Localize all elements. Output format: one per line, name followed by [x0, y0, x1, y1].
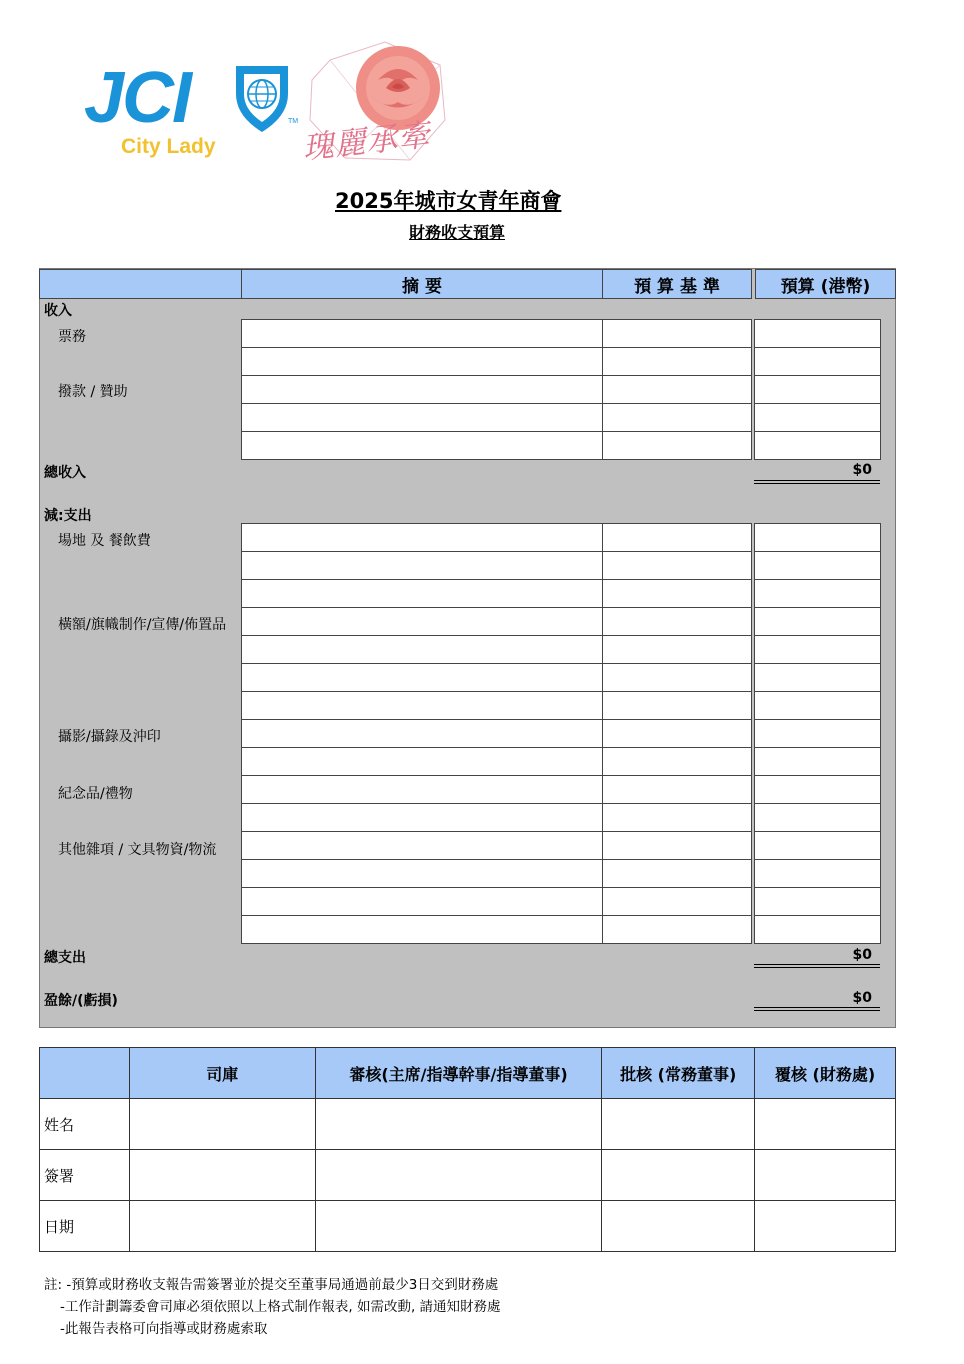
income-label: 收入	[44, 303, 72, 319]
page-subtitle: 財務收支預算	[409, 223, 506, 242]
basis-input-cell[interactable]	[602, 635, 752, 664]
basis-input-cell[interactable]	[602, 319, 752, 348]
expense-item-photo: 攝影/攝錄及沖印	[58, 729, 161, 745]
total-income-value: $0	[852, 462, 872, 478]
note-line: -此報告表格可向指導或財務處索取	[60, 1321, 268, 1337]
signoff-input-cell[interactable]	[755, 1150, 896, 1201]
note-line: -工作計劃籌委會司庫必須依照以上格式制作報表, 如需改動, 請通知財務處	[60, 1299, 501, 1315]
signoff-header-blank	[40, 1048, 130, 1099]
signoff-input-cell[interactable]	[315, 1150, 602, 1201]
summary-input-cell[interactable]	[241, 403, 603, 432]
summary-input-cell[interactable]	[241, 747, 603, 776]
income-item-sponsorship: 撥款 / 贊助	[58, 384, 128, 400]
jci-shield-icon	[232, 60, 292, 134]
income-item-tickets: 票務	[58, 329, 86, 345]
summary-input-cell[interactable]	[241, 915, 603, 944]
jci-logo-text: JCI	[84, 58, 191, 138]
total-expense-value: $0	[852, 947, 872, 963]
total-expense-label: 總支出	[44, 950, 86, 966]
basis-input-cell[interactable]	[602, 551, 752, 580]
amount-input-cell[interactable]	[754, 607, 881, 636]
summary-input-cell[interactable]	[241, 859, 603, 888]
amount-input-cell[interactable]	[754, 859, 881, 888]
signoff-input-cell[interactable]	[755, 1099, 896, 1150]
summary-input-cell[interactable]	[241, 719, 603, 748]
summary-input-cell[interactable]	[241, 775, 603, 804]
amount-input-cell[interactable]	[754, 803, 881, 832]
notes	[44, 1274, 501, 1340]
budget-header-summary: 摘 要	[241, 269, 603, 299]
basis-input-cell[interactable]	[602, 579, 752, 608]
signoff-input-cell[interactable]	[129, 1150, 315, 1201]
amount-input-cell[interactable]	[754, 523, 881, 552]
signoff-row-date	[40, 1201, 896, 1252]
basis-input-cell[interactable]	[602, 859, 752, 888]
summary-input-cell[interactable]	[241, 523, 603, 552]
basis-input-cell[interactable]	[602, 347, 752, 376]
summary-input-cell[interactable]	[241, 319, 603, 348]
budget-header-amount: 預算 (港幣)	[755, 269, 896, 299]
amount-input-cell[interactable]	[754, 375, 881, 404]
summary-input-cell[interactable]	[241, 347, 603, 376]
summary-input-cell[interactable]	[241, 635, 603, 664]
signoff-input-cell[interactable]	[129, 1201, 315, 1252]
basis-input-cell[interactable]	[602, 691, 752, 720]
basis-input-cell[interactable]	[602, 831, 752, 860]
basis-input-cell[interactable]	[602, 887, 752, 916]
expense-item-gifts: 紀念品/禮物	[58, 786, 133, 802]
basis-input-cell[interactable]	[602, 523, 752, 552]
signoff-header-review: 審核(主席/指導幹事/指導董事)	[315, 1048, 602, 1099]
signoff-row-label: 姓名	[40, 1099, 130, 1150]
total-income-underline	[754, 480, 880, 484]
amount-input-cell[interactable]	[754, 319, 881, 348]
signoff-input-cell[interactable]	[315, 1201, 602, 1252]
amount-input-cell[interactable]	[754, 831, 881, 860]
basis-input-cell[interactable]	[602, 607, 752, 636]
total-expense-underline	[754, 964, 880, 968]
budget-header-blank	[39, 269, 242, 299]
basis-input-cell[interactable]	[602, 775, 752, 804]
amount-input-cell[interactable]	[754, 663, 881, 692]
signoff-row-signature	[40, 1150, 896, 1201]
signoff-input-cell[interactable]	[602, 1150, 755, 1201]
amount-input-cell[interactable]	[754, 635, 881, 664]
basis-input-cell[interactable]	[602, 403, 752, 432]
amount-input-cell[interactable]	[754, 775, 881, 804]
signoff-input-cell[interactable]	[602, 1201, 755, 1252]
summary-input-cell[interactable]	[241, 887, 603, 916]
signoff-row-name	[40, 1099, 896, 1150]
expense-item-venue: 場地 及 餐飲費	[58, 533, 151, 549]
summary-input-cell[interactable]	[241, 431, 603, 460]
signoff-table	[39, 1047, 896, 1252]
basis-input-cell[interactable]	[602, 747, 752, 776]
signoff-row-label: 日期	[40, 1201, 130, 1252]
note-line: 註: -預算或財務收支報告需簽署並於提交至董事局通過前最少3日交到財務處	[44, 1277, 499, 1293]
signoff-input-cell[interactable]	[602, 1099, 755, 1150]
trademark-mark: TM	[288, 118, 299, 125]
summary-input-cell[interactable]	[241, 691, 603, 720]
basis-input-cell[interactable]	[602, 915, 752, 944]
signoff-row-label: 簽署	[40, 1150, 130, 1201]
signoff-header-treasurer: 司庫	[129, 1048, 315, 1099]
summary-input-cell[interactable]	[241, 663, 603, 692]
signoff-header-row	[40, 1048, 896, 1099]
expense-item-misc: 其他雜項 / 文具物資/物流	[58, 842, 217, 858]
amount-input-cell[interactable]	[754, 719, 881, 748]
basis-input-cell[interactable]	[602, 431, 752, 460]
summary-input-cell[interactable]	[241, 375, 603, 404]
total-income-label: 總收入	[44, 465, 86, 481]
expense-label: 減:支出	[44, 508, 92, 524]
summary-input-cell[interactable]	[241, 607, 603, 636]
signoff-header-approve: 批核 (常務董事)	[602, 1048, 755, 1099]
summary-input-cell[interactable]	[241, 551, 603, 580]
surplus-label: 盈餘/(虧損)	[44, 993, 118, 1009]
city-lady-logo-text: City Lady	[121, 135, 216, 158]
amount-input-cell[interactable]	[754, 579, 881, 608]
summary-input-cell[interactable]	[241, 803, 603, 832]
amount-input-cell[interactable]	[754, 887, 881, 916]
amount-input-cell[interactable]	[754, 691, 881, 720]
summary-input-cell[interactable]	[241, 831, 603, 860]
amount-input-cell[interactable]	[754, 431, 881, 460]
surplus-underline	[754, 1007, 880, 1011]
amount-input-cell[interactable]	[754, 551, 881, 580]
budget-header-basis: 預 算 基 準	[602, 269, 752, 299]
summary-input-cell[interactable]	[241, 579, 603, 608]
basis-input-cell[interactable]	[602, 663, 752, 692]
signoff-input-cell[interactable]	[755, 1201, 896, 1252]
expense-item-banner: 橫額/旗幟制作/宣傳/佈置品	[58, 617, 227, 633]
page-title: 2025年城市女青年商會	[335, 189, 562, 213]
amount-input-cell[interactable]	[754, 915, 881, 944]
signoff-input-cell[interactable]	[129, 1099, 315, 1150]
basis-input-cell[interactable]	[602, 719, 752, 748]
amount-input-cell[interactable]	[754, 347, 881, 376]
basis-input-cell[interactable]	[602, 375, 752, 404]
rose-slogan-text: 瑰麗承牽	[300, 117, 432, 167]
amount-input-cell[interactable]	[754, 747, 881, 776]
surplus-value: $0	[852, 990, 872, 1006]
signoff-input-cell[interactable]	[315, 1099, 602, 1150]
amount-input-cell[interactable]	[754, 403, 881, 432]
signoff-header-recheck: 覆核 (財務處)	[755, 1048, 896, 1099]
basis-input-cell[interactable]	[602, 803, 752, 832]
